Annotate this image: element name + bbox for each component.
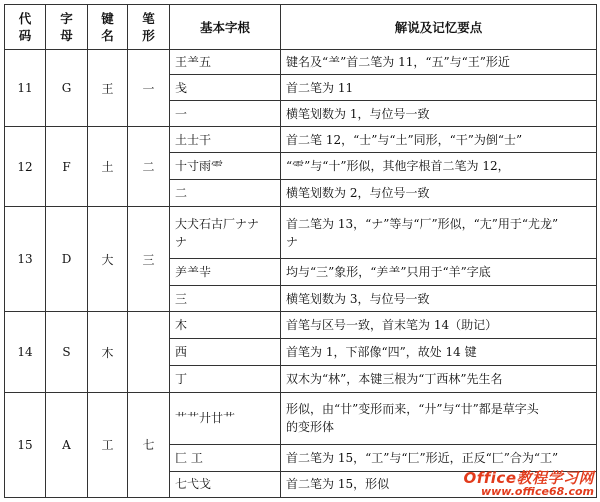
root-cell: 大犬石古厂ナナ ナ bbox=[170, 207, 281, 259]
key-name: 土 bbox=[88, 127, 128, 207]
watermark-url: www.office68.com bbox=[480, 485, 594, 498]
key-letter: G bbox=[46, 50, 88, 127]
header-code: 代 码 bbox=[5, 5, 46, 50]
wubi-root-table bbox=[4, 4, 597, 498]
header-notes: 解说及记忆要点 bbox=[281, 5, 597, 50]
key-code: 15 bbox=[5, 392, 46, 497]
note-cell: 键名及“⺷”首二笔为 11，“五”与“王”形近 bbox=[281, 50, 597, 75]
key-letter: D bbox=[46, 207, 88, 312]
root-cell: 艹艹廾廿艹 bbox=[170, 392, 281, 444]
table-row bbox=[5, 312, 597, 338]
key-letter: F bbox=[46, 127, 88, 207]
watermark-title: Office教程学习网 bbox=[463, 469, 594, 487]
header-row bbox=[5, 5, 597, 50]
root-cell: 西 bbox=[170, 338, 281, 365]
note-cell: 首二笔为 15，“工”与“匚”形近，正反“匚”合为“工” bbox=[281, 444, 597, 471]
key-letter: A bbox=[46, 392, 88, 497]
table-row bbox=[5, 392, 597, 444]
key-name: 大 bbox=[88, 207, 128, 312]
key-stroke: 二 bbox=[128, 127, 170, 207]
key-stroke: 七 bbox=[128, 392, 170, 497]
key-stroke: 三 bbox=[128, 207, 170, 312]
note-cell: 首二笔为 13，“ナ”等与“厂”形似，“尢”用于“尤龙” ナ bbox=[281, 207, 597, 259]
key-stroke: 一 bbox=[128, 50, 170, 127]
root-cell: 王⺷五 bbox=[170, 50, 281, 75]
key-letter: S bbox=[46, 312, 88, 392]
note-cell: 横笔划数为 1，与位号一致 bbox=[281, 101, 597, 127]
note-cell: 首笔与区号一致，首末笔为 14（助记） bbox=[281, 312, 597, 338]
root-cell: 戋 bbox=[170, 75, 281, 101]
header-stroke: 笔 形 bbox=[128, 5, 170, 50]
root-cell: 一 bbox=[170, 101, 281, 127]
note-cell: 形似，由“廿”变形而来，“廾”与“廿”都是草字头 的变形体 bbox=[281, 392, 597, 444]
note-cell: 首二笔为 15，形似 bbox=[281, 471, 597, 497]
table-row bbox=[5, 207, 597, 259]
key-code: 11 bbox=[5, 50, 46, 127]
header-roots: 基本字根 bbox=[170, 5, 281, 50]
table-row bbox=[5, 127, 597, 153]
key-code: 14 bbox=[5, 312, 46, 392]
note-cell: 双木为“林”，本键三根为“丁西林”先生名 bbox=[281, 365, 597, 392]
root-cell: 三 bbox=[170, 286, 281, 312]
root-cell: 木 bbox=[170, 312, 281, 338]
root-cell: 土士干 bbox=[170, 127, 281, 153]
note-cell: 首笔为 1，下部像“四”，故处 14 键 bbox=[281, 338, 597, 365]
root-cell: 二 bbox=[170, 180, 281, 207]
root-cell: 丁 bbox=[170, 365, 281, 392]
key-name: 木 bbox=[88, 312, 128, 392]
header-key-name: 键 名 bbox=[88, 5, 128, 50]
table-row bbox=[5, 50, 597, 75]
header-letter: 字 母 bbox=[46, 5, 88, 50]
root-cell: 七弋戈 bbox=[170, 471, 281, 497]
root-cell: 十寸雨⻗ bbox=[170, 153, 281, 180]
root-cell: 匚 工 bbox=[170, 444, 281, 471]
key-code: 12 bbox=[5, 127, 46, 207]
note-cell: 首二笔为 11 bbox=[281, 75, 597, 101]
note-cell: 均与“三”象形，“⺶⺷”只用于“羊”字底 bbox=[281, 259, 597, 286]
key-name: 工 bbox=[88, 392, 128, 497]
note-cell: 横笔划数为 2，与位号一致 bbox=[281, 180, 597, 207]
note-cell: 首二笔 12，“士”与“土”同形，“干”为倒“士” bbox=[281, 127, 597, 153]
root-cell: ⺶⺷⺸ bbox=[170, 259, 281, 286]
note-cell: “⻗”与“十”形似，其他字根首二笔为 12， bbox=[281, 153, 597, 180]
key-name: 王 bbox=[88, 50, 128, 127]
note-cell: 横笔划数为 3，与位号一致 bbox=[281, 286, 597, 312]
key-code: 13 bbox=[5, 207, 46, 312]
key-stroke bbox=[128, 312, 170, 392]
